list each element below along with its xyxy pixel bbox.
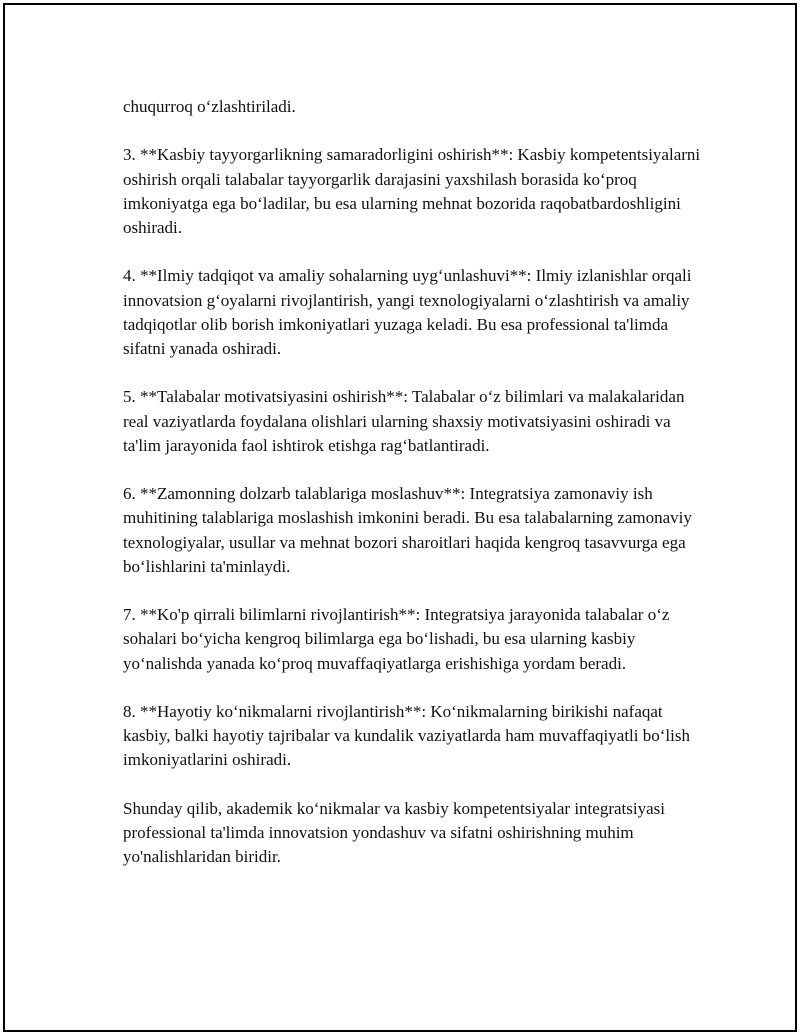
paragraph-item-6: 6. **Zamonning dolzarb talablariga moslashuv**: Integratsiya zamonaviy ish muhitining talablariga moslashish imkonini beradi. Bu esa talabalarning zamonaviy texnologiyalar, usullar va mehnat bozori sharoitlari haqida kengroq tasavvurga ega bo‘lishlarini ta'minlaydi. [123, 484, 692, 576]
paragraph-item-7: 7. **Ko'p qirrali bilimlarni rivojlantirish**: Integratsiya jarayonida talabalar o‘z sohalari bo‘yicha kengroq bilimlarga ega bo‘lishadi, bu esa ularning kasbiy yo‘nalishda yanada ko‘proq muvaffaqiyatlarga erishishiga yordam beradi. [123, 605, 670, 673]
paragraph-item-4: 4. **Ilmiy tadqiqot va amaliy sohalarning uyg‘unlashuvi**: Ilmiy izlanishlar orqali innovatsion g‘oyalarni rivojlantirish, yangi texnologiyalarni o‘zlashtirish va amaliy tadqiqotlar olib borish imkoniyatlari yuzaga keladi. Bu esa professional ta'limda sifatni yanada oshiradi. [123, 266, 692, 358]
paragraph-item-8: 8. **Hayotiy ko‘nikmalarni rivojlantirish**: Ko‘nikmalarning birikishi nafaqat kasbiy, balki hayotiy tajribalar va kundalik vaziyatlarda ham muvaffaqiyatli bo‘lish imkoniyatlarini oshiradi. [123, 701, 690, 770]
document-body [123, 95, 703, 894]
paragraph-item-3: 3. **Kasbiy tayyorgarlikning samaradorligini oshirish**: Kasbiy kompetentsiyalarni oshirish orqali talabalar tayyorgarlik darajasini yaxshilash borasida ko‘proq imkoniyatga ega bo‘ladilar, bu esa ularning mehnat bozorida raqobatbardoshligini oshiradi. [123, 145, 701, 237]
paragraph-conclusion: Shunday qilib, akademik ko‘nikmalar va kasbiy kompetentsiyalar integratsiyasi professional ta'limda innovatsion yondashuv va sifatni oshirishning muhim yo'nalishlaridan biridir. [123, 798, 665, 867]
paragraph-continuation: chuqurroq o‘zlashtiriladi. [123, 97, 296, 116]
paragraph-item-5: 5. **Talabalar motivatsiyasini oshirish**: Talabalar o‘z bilimlari va malakalaridan real vaziyatlarda foydalana olishlari ularning shaxsiy motivatsiyasini oshiradi va ta'lim jarayonida faol ishtirok etishga rag‘batlantiradi. [123, 387, 685, 455]
page-frame [3, 3, 797, 1032]
